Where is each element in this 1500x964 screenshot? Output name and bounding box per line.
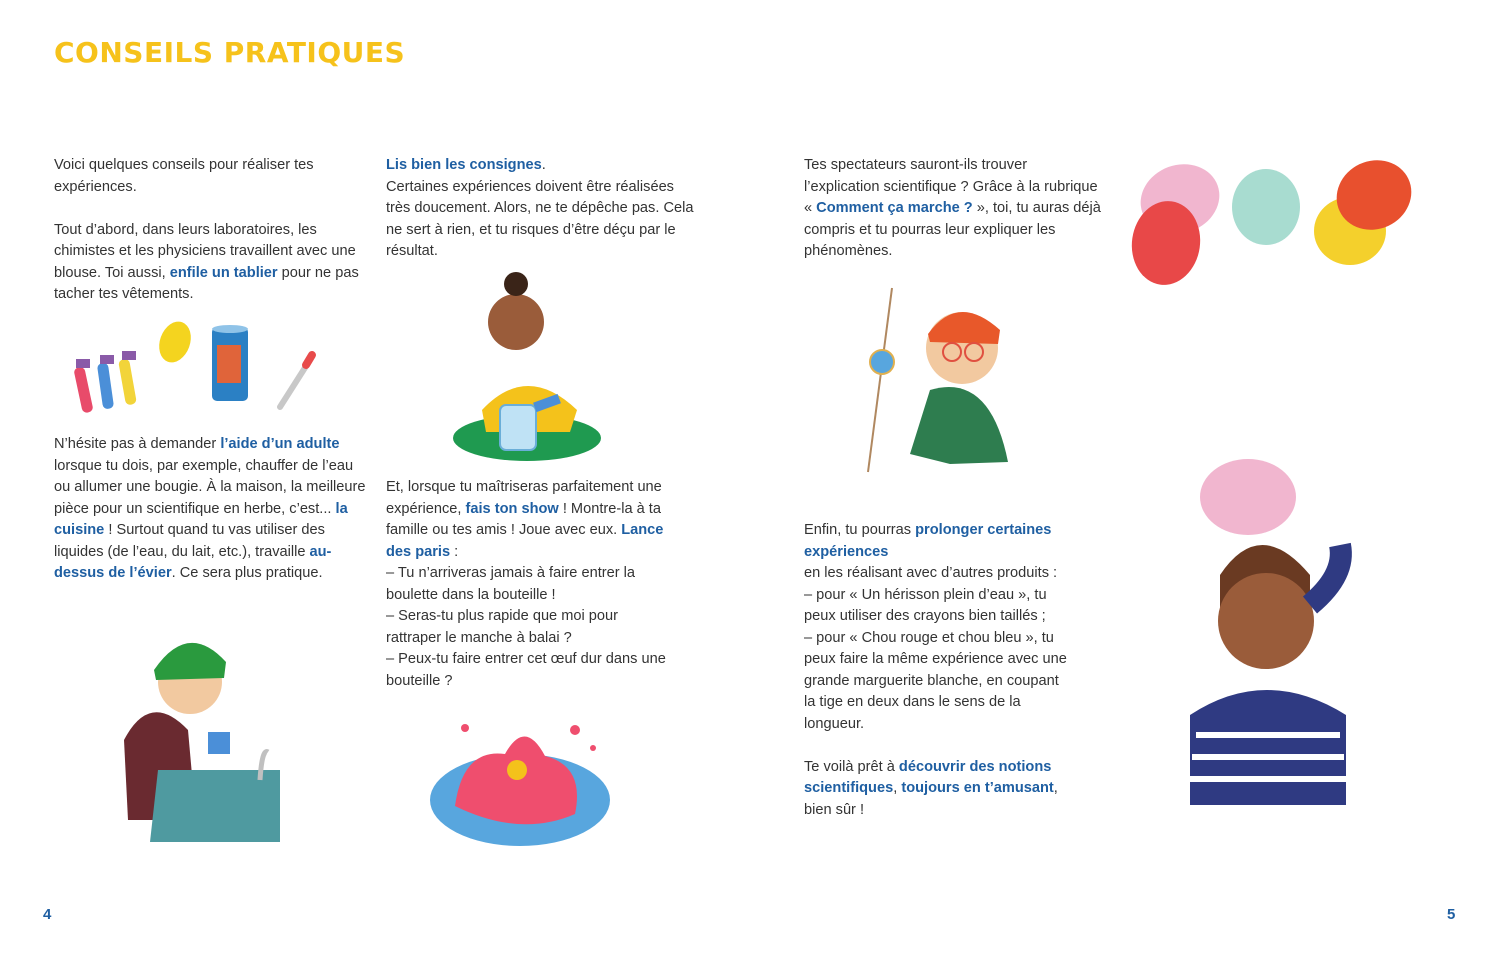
column-left — [54, 155, 372, 327]
list-item: – Peux-tu faire entrer cet œuf dur dans une bouteille ? — [386, 651, 666, 689]
list-item: – Seras-tu plus rapide que moi pour rattraper le manche à balai ? — [386, 608, 619, 646]
column-right-lower — [804, 520, 1074, 843]
pink-balloon — [1200, 459, 1296, 535]
page-title: CONSEILS PRATIQUES — [54, 36, 406, 69]
pipette — [280, 355, 312, 407]
pink-slime — [455, 736, 577, 824]
salt-canister — [212, 325, 248, 401]
slime-volcano-illustration — [425, 708, 615, 856]
test-tubes — [73, 351, 137, 414]
instructions-paragraph: Lis bien les consignes. Certaines expériences doivent être réalisées très doucement. Alors, ne te dépêche pas. Cela ne sert à rien, et tu risques d’être déçu par le résultat. — [386, 157, 694, 259]
column-middle-lower — [386, 477, 668, 692]
boy-at-sink-illustration — [110, 620, 290, 842]
boy-with-balloon-illustration — [1160, 455, 1360, 827]
page-number-right: 5 — [1447, 906, 1456, 923]
boy-head — [1218, 573, 1314, 669]
column-left-lower — [54, 434, 366, 606]
sink — [150, 770, 280, 842]
balloons-illustration — [1128, 155, 1418, 295]
adult-help-paragraph: N’hésite pas à demander l’aide d’un adulte lorsque tu dois, par exemple, chauffer de l’eau ou allumer une bougie. À la maison, la meilleure pièce pour un scientifique en herbe, c’est... la cuisine ! Surtout quand tu vas utiliser des liquides (de l’eau, du lait, etc.), travaille au-dessus de l’évier. Ce sera plus pratique. — [54, 436, 366, 581]
column-right — [804, 155, 1104, 284]
list-item: – Tu n’arriveras jamais à faire entrer la boulette dans la bouteille ! — [386, 565, 636, 603]
explanation-paragraph: Tes spectateurs sauront-ils trouver l’explication scientifique ? Grâce à la rubrique « Comment ça marche ? », toi, tu auras déjà compris et tu pourras leur expliquer les phénomènes. — [804, 157, 1101, 259]
blue-cup — [208, 732, 230, 754]
intro-paragraph: Voici quelques conseils pour réaliser tes expériences. — [54, 157, 314, 195]
striped-shirt — [1190, 690, 1346, 805]
lab-supplies-illustration — [70, 315, 330, 420]
extend-paragraph: Enfin, tu pourras prolonger certaines expériences en les réalisant avec d’autres produits : – pour « Un hérisson plein d’eau », tu peux utiliser des crayons bien taillés ; – pour « Chou rouge et chou bleu », tu peux faire la même expérience avec une grande marguerite blanche, en coupant la tige en deux dans le sens de la longueur. — [804, 522, 1067, 732]
page-number-left: 4 — [43, 906, 52, 923]
girl-pouring-illustration — [452, 270, 607, 465]
lemon — [154, 317, 197, 367]
girl-head — [488, 294, 544, 350]
boy-with-pendulum-illustration — [850, 272, 1015, 490]
teal-balloon — [1232, 169, 1300, 245]
column-middle — [386, 155, 698, 284]
water-bottle — [500, 405, 536, 450]
conclusion-paragraph: Te voilà prêt à découvrir des notions scientifiques, toujours en t’amusant, bien sûr ! — [804, 758, 1058, 818]
apron-paragraph: Tout d’abord, dans leurs laboratoires, les chimistes et les physiciens travaillent avec une blouse. Toi aussi, enfile un tablier pour ne pas tacher tes vêtements. — [54, 221, 359, 302]
show-paragraph: Et, lorsque tu maîtriseras parfaitement une expérience, fais ton show ! Montre-la à ta famille ou tes amis ! Joue avec eux. Lance des paris : — [386, 479, 664, 560]
pendulum-ball — [870, 350, 894, 374]
